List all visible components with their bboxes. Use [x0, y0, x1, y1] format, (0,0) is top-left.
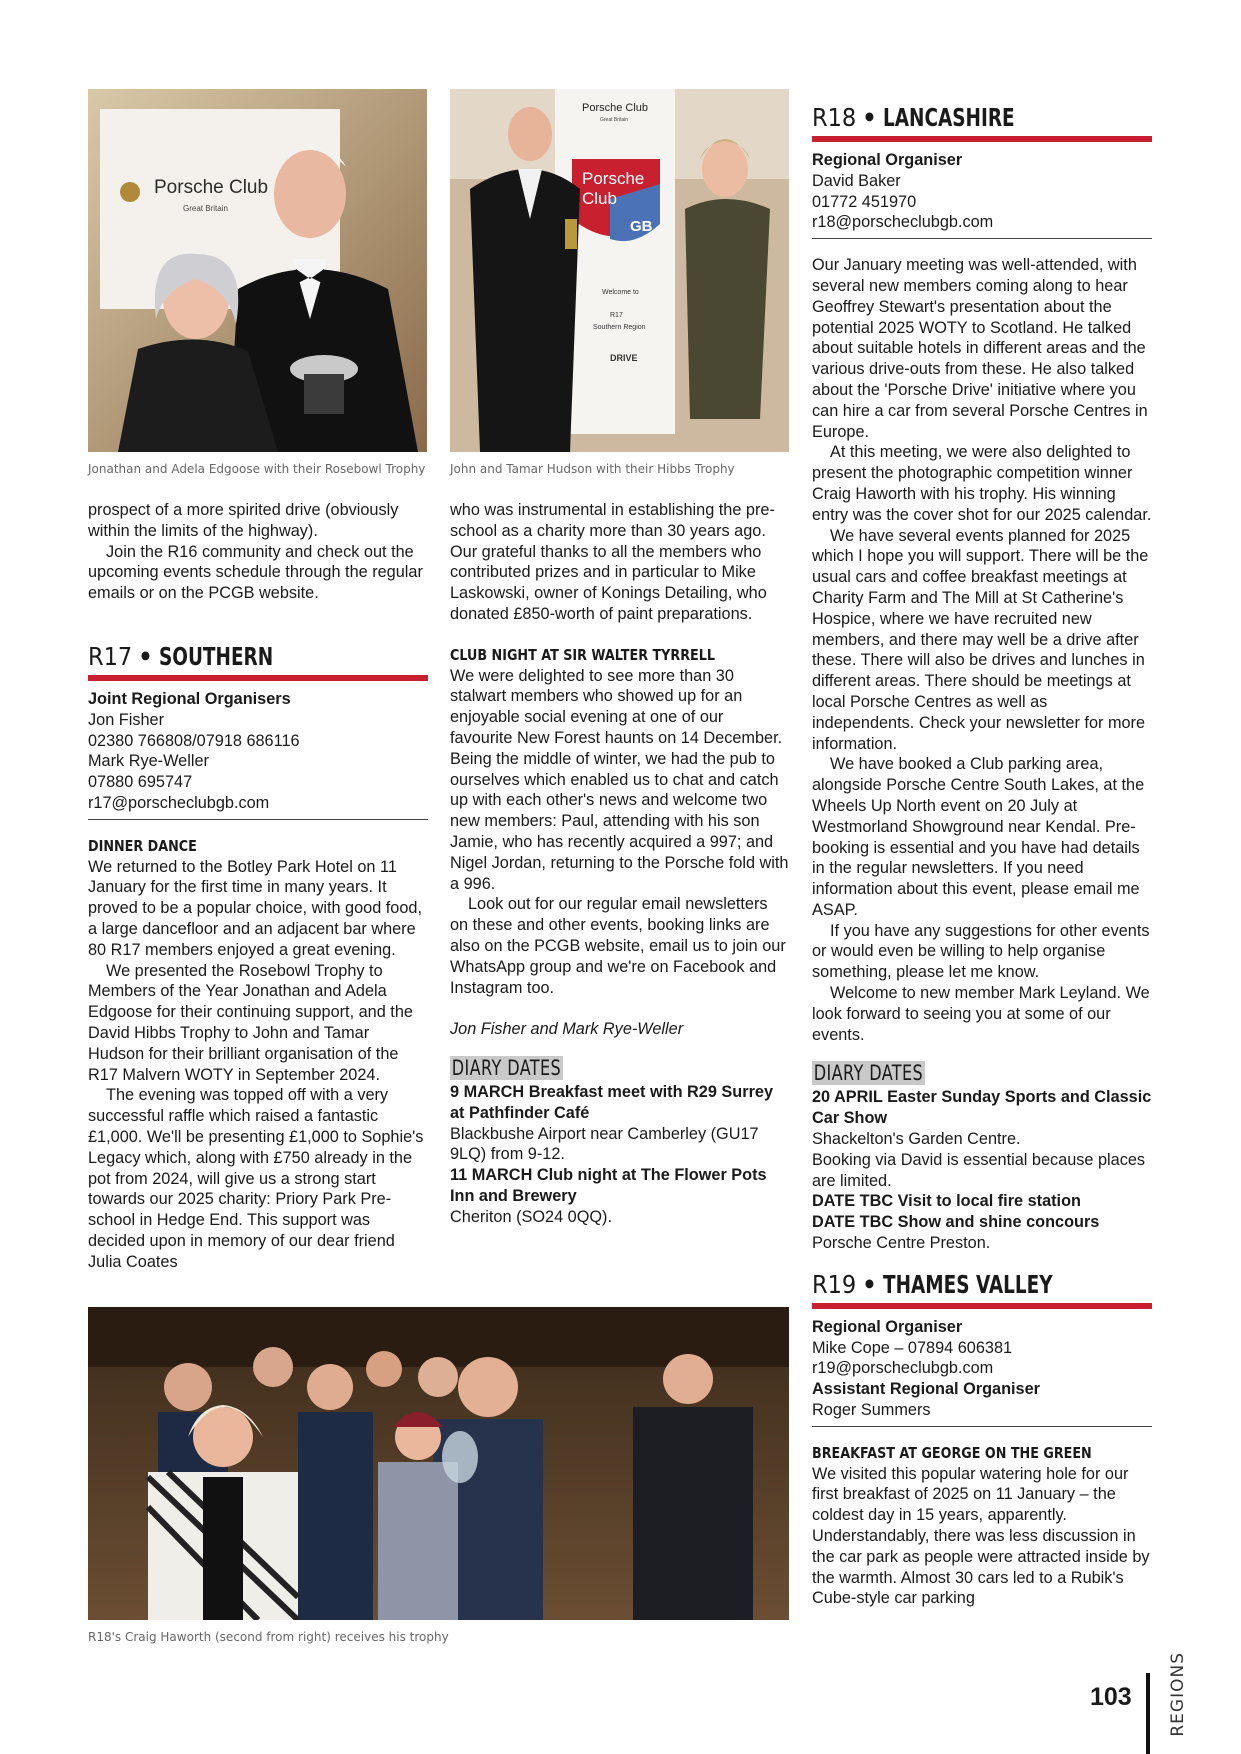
r18-paragraph-6: Welcome to new member Mark Leyland. We look forward to seeing you at some of our events. — [812, 984, 1150, 1044]
section-side-label-text: REGIONS — [1168, 1652, 1188, 1737]
r18-divider — [812, 238, 1152, 239]
diary-dates-label: DIARY DATES — [813, 1061, 924, 1086]
diary-item-1-text: Blackbushe Airport near Camberley (GU17 9LQ) from 9-12. — [450, 1124, 759, 1164]
r17-name: SOUTHERN — [158, 642, 273, 672]
dinner-dance-heading: DINNER DANCE — [88, 836, 197, 855]
r19-code: R19 — [812, 1270, 857, 1300]
banner-subtitle: Great Britain — [600, 117, 629, 123]
r18-diary-item-1-text-1: Shackelton's Garden Centre. — [812, 1130, 1021, 1149]
diary-item-2-title: 11 MARCH Club night at The Flower Pots Inn and Brewery — [450, 1166, 767, 1205]
r17-heading — [88, 628, 428, 672]
dinner-paragraph-1: We returned to the Botley Park Hotel on 11 January for the first time in many years. It proved to be a popular choice, with good food, a large dancefloor and an adjacent bar where 80 R17 members enjoyed a great evening. — [88, 857, 422, 959]
photo-edgoose-trophy — [88, 89, 427, 452]
banner-title: Porsche Club — [154, 177, 269, 198]
page-number-bar — [1146, 1673, 1150, 1754]
r17-phone-1: 02380 766808/07918 686116 — [88, 731, 300, 750]
r19-divider — [812, 1426, 1152, 1427]
breakfast-paragraph: We visited this popular watering hole for our first breakfast of 2025 on 11 January – the coldest day in 15 years, apparently. Understandably, there was less discussion in the car park as people were attracted inside by the warmth. Almost 30 cars led to a Rubik's Cube-style car parking — [812, 1464, 1150, 1608]
r17-organiser-2: Mark Rye-Weller — [88, 752, 209, 771]
r18-phone: 01772 451970 — [812, 192, 917, 211]
breakfast-heading: BREAKFAST AT GEORGE ON THE GREEN — [812, 1443, 1092, 1462]
r19-assistant-role: Assistant Regional Organiser — [812, 1380, 1041, 1399]
charity-paragraph: who was instrumental in establishing the pre-school as a charity more than 30 years ago. Our grateful thanks to all the members who contributed prizes and in particular to Mike Laskowski, owner of Konings Detailing, who donated £850-worth of paint preparations. — [450, 501, 775, 623]
r18-diary-item-1-title: 20 APRIL Easter Sunday Sports and Classic Car Show — [812, 1088, 1152, 1128]
r17-red-rule — [88, 675, 428, 681]
club-night-heading: CLUB NIGHT AT SIR WALTER TYRRELL — [450, 645, 715, 664]
dinner-paragraph-2: We presented the Rosebowl Trophy to Members of the Year Jonathan and Adela Edgoose for their continuing support, and the David Hibbs Trophy to John and Tamar Hudson for their brilliant organisation of the R17 Malvern WOTY in September 2024. — [88, 961, 413, 1084]
r19-email[interactable]: r19@porscheclubgb.com — [812, 1359, 994, 1378]
r17-divider — [88, 819, 428, 820]
column-1 — [88, 500, 428, 1273]
r18-code: R18 — [812, 103, 857, 133]
r18-diary-item-2-title: DATE TBC Visit to local fire station — [812, 1192, 1081, 1211]
r19-name: THAMES VALLEY — [882, 1270, 1053, 1300]
r18-diary-item-3-title: DATE TBC Show and shine concours — [812, 1213, 1100, 1232]
r18-role: Regional Organiser — [812, 151, 963, 169]
r19-heading — [812, 1256, 1152, 1300]
caption-group: R18's Craig Haworth (second from right) receives his trophy — [88, 1630, 449, 1644]
r19-red-rule — [812, 1303, 1152, 1309]
r19-organiser: Mike Cope – 07894 606381 — [812, 1338, 1013, 1357]
club-night-paragraph-1: We were delighted to see more than 30 stalwart members who showed up for an enjoyable social evening at one of our favourite New Forest haunts on 14 December. Being the middle of winter, we had the pub to ourselves which enabled us to chat and catch up with each other's news and welcome two new members: Paul, attending with his son Jamie, who has recently acquired a 997; and Nigel Jordan, returning to the Porsche fold with a 996. — [450, 666, 789, 893]
r16-paragraph-2: Join the R16 community and check out the upcoming events schedule through the regular emails or on the PCGB website. — [88, 542, 423, 603]
section-side-label — [1168, 1590, 1198, 1737]
r16-paragraph-1: prospect of a more spirited drive (obviously within the limits of the highway). — [88, 501, 399, 540]
banner-subtitle: Great Britain — [183, 204, 228, 213]
r18-paragraph-4: We have booked a Club parking area, alongside Porsche Centre South Lakes, at the Wheels Up North event on 20 July at Westmorland Showground near Kendal. Pre-booking is essential and you have had details in the regular newsletters. If you need information about this event, please email me ASAP. — [812, 755, 1145, 919]
page-number: 103 — [1090, 1683, 1132, 1711]
logo-porsche: Porsche — [582, 169, 645, 188]
r18-paragraph-2: At this meeting, we were also delighted to present the photographic competition winner Craig Haworth with his trophy. His winning entry was the cover shot for our 2025 calendar. — [812, 443, 1152, 524]
diary-dates-label: DIARY DATES — [451, 1055, 562, 1080]
heading-bullet: • — [862, 103, 877, 133]
r18-diary-item-1-text-2: Booking via David is essential because places are limited. — [812, 1150, 1146, 1190]
caption-hudson: John and Tamar Hudson with their Hibbs Trophy — [450, 462, 735, 476]
r18-email[interactable]: r18@porscheclubgb.com — [812, 213, 994, 232]
r18-name: LANCASHIRE — [882, 103, 1015, 133]
signoff: Jon Fisher and Mark Rye-Weller — [450, 1020, 684, 1039]
r18-paragraph-1: Our January meeting was well-attended, with several new members coming along to hear Geoffrey Stewart's presentation about the potential 2025 WOTY to Scotland. He talked about suitable hotels in different areas and the various drive-outs from these. He also talked about the 'Porsche Drive' initiative where you can hire a car from several Porsche Centres in Europe. — [812, 256, 1148, 441]
r19-role: Regional Organiser — [812, 1317, 963, 1336]
r18-organiser: David Baker — [812, 171, 901, 190]
heading-bullet: • — [862, 1270, 877, 1300]
banner-region: Southern Region — [593, 324, 646, 331]
r17-role: Joint Regional Organisers — [88, 689, 291, 708]
r18-paragraph-3: We have several events planned for 2025 which I hope you will support. There will be the usual cars and coffee breakfast meetings at Charity Farm and The Mill at St Catherine's Hospice, where we have recruited new members, and there may well be a drive after these. There will also be drives and lunches in different areas. There should be meetings at local Porsche Centres as well as independents. Check your newsletter for more information. — [812, 526, 1149, 753]
r17-phone-2: 07880 695747 — [88, 773, 193, 792]
r18-paragraph-5: If you have any suggestions for other events or would even be willing to help organise something, please let me know. — [812, 921, 1150, 982]
column-3 — [812, 89, 1152, 1609]
club-night-paragraph-2: Look out for our regular email newsletters on these and other events, booking links are also on the PCGB website, email us to join our WhatsApp group and we're on Facebook and Instagram too. — [450, 895, 786, 997]
diary-item-2-text: Cheriton (SO24 0QQ). — [450, 1207, 612, 1226]
banner-welcome: Welcome to — [602, 289, 639, 296]
caption-edgoose: Jonathan and Adela Edgoose with their Rosebowl Trophy — [88, 462, 426, 476]
logo-club: Club — [582, 189, 617, 208]
r18-diary-item-3-text: Porsche Centre Preston. — [812, 1234, 991, 1253]
banner-title: Porsche Club — [582, 102, 649, 114]
diary-item-1-title: 9 MARCH Breakfast meet with R29 Surrey at Pathfinder Café — [450, 1082, 774, 1122]
column-2 — [450, 500, 790, 1228]
r18-heading — [812, 89, 1152, 133]
banner-r17: R17 — [610, 312, 623, 319]
banner-drive: DRIVE — [610, 353, 638, 363]
logo-gb: GB — [630, 218, 653, 235]
photo-group-haworth — [88, 1307, 789, 1620]
r17-code: R17 — [88, 642, 133, 672]
photo-hudson-trophy — [450, 89, 789, 452]
r19-assistant: Roger Summers — [812, 1401, 931, 1420]
r17-email[interactable]: r17@porscheclubgb.com — [88, 793, 270, 812]
r17-organiser-1: Jon Fisher — [88, 710, 165, 729]
r18-red-rule — [812, 136, 1152, 142]
heading-bullet: • — [138, 642, 153, 672]
dinner-paragraph-3: The evening was topped off with a very successful raffle which raised a fantastic £1,000. We'll be presenting £1,000 to Sophie's Legacy which, along with £750 already in the pot from 2024, will give us a strong start towards our 2025 charity: Priory Park Pre-school in Hedge End. This support was decided upon in memory of our dear friend Julia Coates — [88, 1086, 424, 1271]
